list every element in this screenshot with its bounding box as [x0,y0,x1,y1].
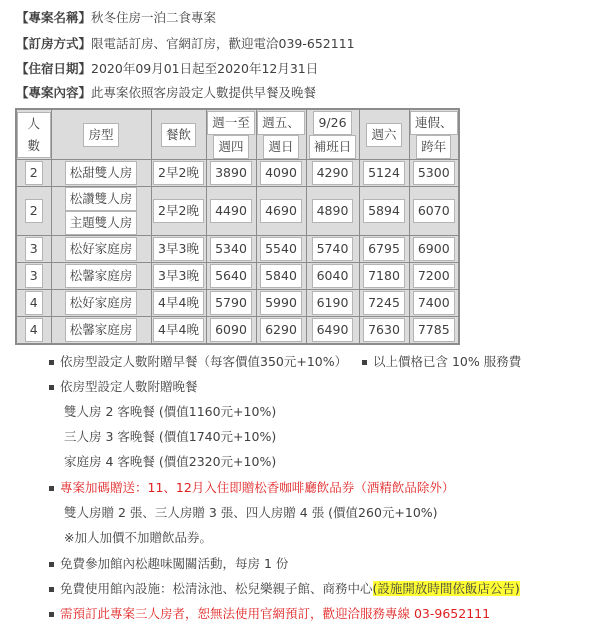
cell-meal: 3早3晚 [153,264,204,288]
info-line-name [16,9,216,27]
note-warning: 需預訂此專案三人房者，恕無法使用官網預訂，歡迎洽服務專線 03-9652111 [60,606,491,621]
cell-price: 6900 [413,237,455,261]
table-row [16,160,459,187]
info-key: 【住宿日期】 [16,61,92,76]
table-header-row [16,109,459,160]
cell-price: 6290 [260,318,302,342]
note-promo-detail: 雙人房贈 2 張、三人房贈 3 張、四人房贈 4 張 (價值260元+10%) [64,505,438,520]
cell-price: 7630 [363,318,405,342]
info-key: 【專案內容】 [16,85,92,100]
note-facilities-hours: (設施開放時間依飯店公告) [372,581,520,596]
info-line-dates [16,60,318,78]
info-line-content [16,84,316,102]
bullet-icon [49,587,54,592]
cell-room: 松好家庭房 [65,237,138,261]
info-value: 限電話訂房、官網訂房，歡迎電洽039-652111 [91,36,355,51]
info-key: 【專案名稱】 [16,10,92,25]
cell-people: 2 [25,161,43,185]
cell-price: 6795 [363,237,405,261]
bullet-icon [49,360,54,365]
note-promo: 專案加碼贈送：11、12月入住即贈松香咖啡廳飲品券（酒精飲品除外） [60,480,455,495]
cell-meal: 2早2晚 [153,161,204,185]
cell-room: 松馨家庭房 [65,264,138,288]
info-value: 秋冬住房一泊二食專案 [91,10,217,25]
cell-price: 5340 [210,237,252,261]
cell-price: 7400 [413,291,455,315]
bullet-icon [49,486,54,491]
cell-price: 4290 [312,161,354,185]
price-table [15,108,460,345]
cell-meal: 3早3晚 [153,237,204,261]
table-row [16,187,459,236]
cell-price: 6090 [210,318,252,342]
bullet-icon [49,385,54,390]
cell-price: 6070 [413,199,455,223]
cell-price: 4090 [260,161,302,185]
table-row [16,317,459,345]
header-saturday: 週六 [359,109,409,160]
header-makeup-day: 9/26 補班日 [306,109,359,160]
cell-people: 3 [25,237,43,261]
note-breakfast: 依房型設定人數附贈早餐（每客價值350元+10%） [60,354,348,369]
table-row [16,290,459,317]
cell-price: 5740 [312,237,354,261]
cell-price: 6490 [312,318,354,342]
header-room: 房型 [51,109,151,160]
cell-room: 主題雙人房 [65,211,138,235]
cell-price: 6190 [312,291,354,315]
cell-price: 4490 [210,199,252,223]
note-promo-exclusion: ※加人加價不加贈飲品券。 [64,530,212,545]
note-dinner-double: 雙人房 2 客晚餐 (價值1160元+10%) [64,404,277,419]
cell-price: 5640 [210,264,252,288]
cell-price: 7180 [363,264,405,288]
table-row [16,236,459,263]
cell-people: 2 [25,199,43,223]
cell-people: 4 [25,291,43,315]
bullet-icon [362,360,367,365]
cell-price: 7785 [413,318,455,342]
cell-price: 5124 [363,161,405,185]
note-facilities: 免費使用館內設施：松清泳池、松兒樂親子館、商務中心 [60,581,373,596]
cell-price: 5300 [413,161,455,185]
cell-price: 5990 [260,291,302,315]
note-dinner-triple: 三人房 3 客晚餐 (價值1740元+10%) [64,429,277,444]
cell-price: 7200 [413,264,455,288]
cell-price: 3890 [210,161,252,185]
note-dinner-family: 家庭房 4 客晚餐 (價值2320元+10%) [64,454,277,469]
note-dinner: 依房型設定人數附贈晚餐 [60,379,198,394]
note-facilities-line [60,580,520,598]
info-value: 2020年09月01日起至2020年12月31日 [91,61,319,76]
cell-price: 5540 [260,237,302,261]
info-line-booking [16,35,355,53]
cell-price: 5790 [210,291,252,315]
cell-price: 5894 [363,199,405,223]
cell-room: 松讚雙人房 [65,187,138,211]
header-people: 人數 [16,109,51,160]
cell-people: 4 [25,318,43,342]
cell-meal: 4早4晚 [153,318,204,342]
cell-price: 4690 [260,199,302,223]
note-activity: 免費參加館內松趣味闖關活動，每房 1 份 [60,556,289,571]
header-weekday: 週一至 週四 [206,109,256,160]
cell-price: 7245 [363,291,405,315]
cell-people: 3 [25,264,43,288]
header-fri-sun: 週五、 週日 [256,109,306,160]
cell-price: 4890 [312,199,354,223]
bullet-icon [49,562,54,567]
table-row [16,263,459,290]
cell-room: 松甜雙人房 [65,161,138,185]
cell-price: 5840 [260,264,302,288]
cell-price: 6040 [312,264,354,288]
info-value: 此專案依照客房設定人數提供早餐及晚餐 [91,85,317,100]
cell-meal: 2早2晚 [153,199,204,223]
cell-room: 松馨家庭房 [65,318,138,342]
note-service-fee: 以上價格已含 10% 服務費 [373,354,522,369]
bullet-icon [49,612,54,617]
cell-meal: 4早4晚 [153,291,204,315]
cell-room: 松好家庭房 [65,291,138,315]
info-key: 【訂房方式】 [16,36,92,51]
header-holiday: 連假、 跨年 [409,109,459,160]
header-meal: 餐飲 [151,109,206,160]
